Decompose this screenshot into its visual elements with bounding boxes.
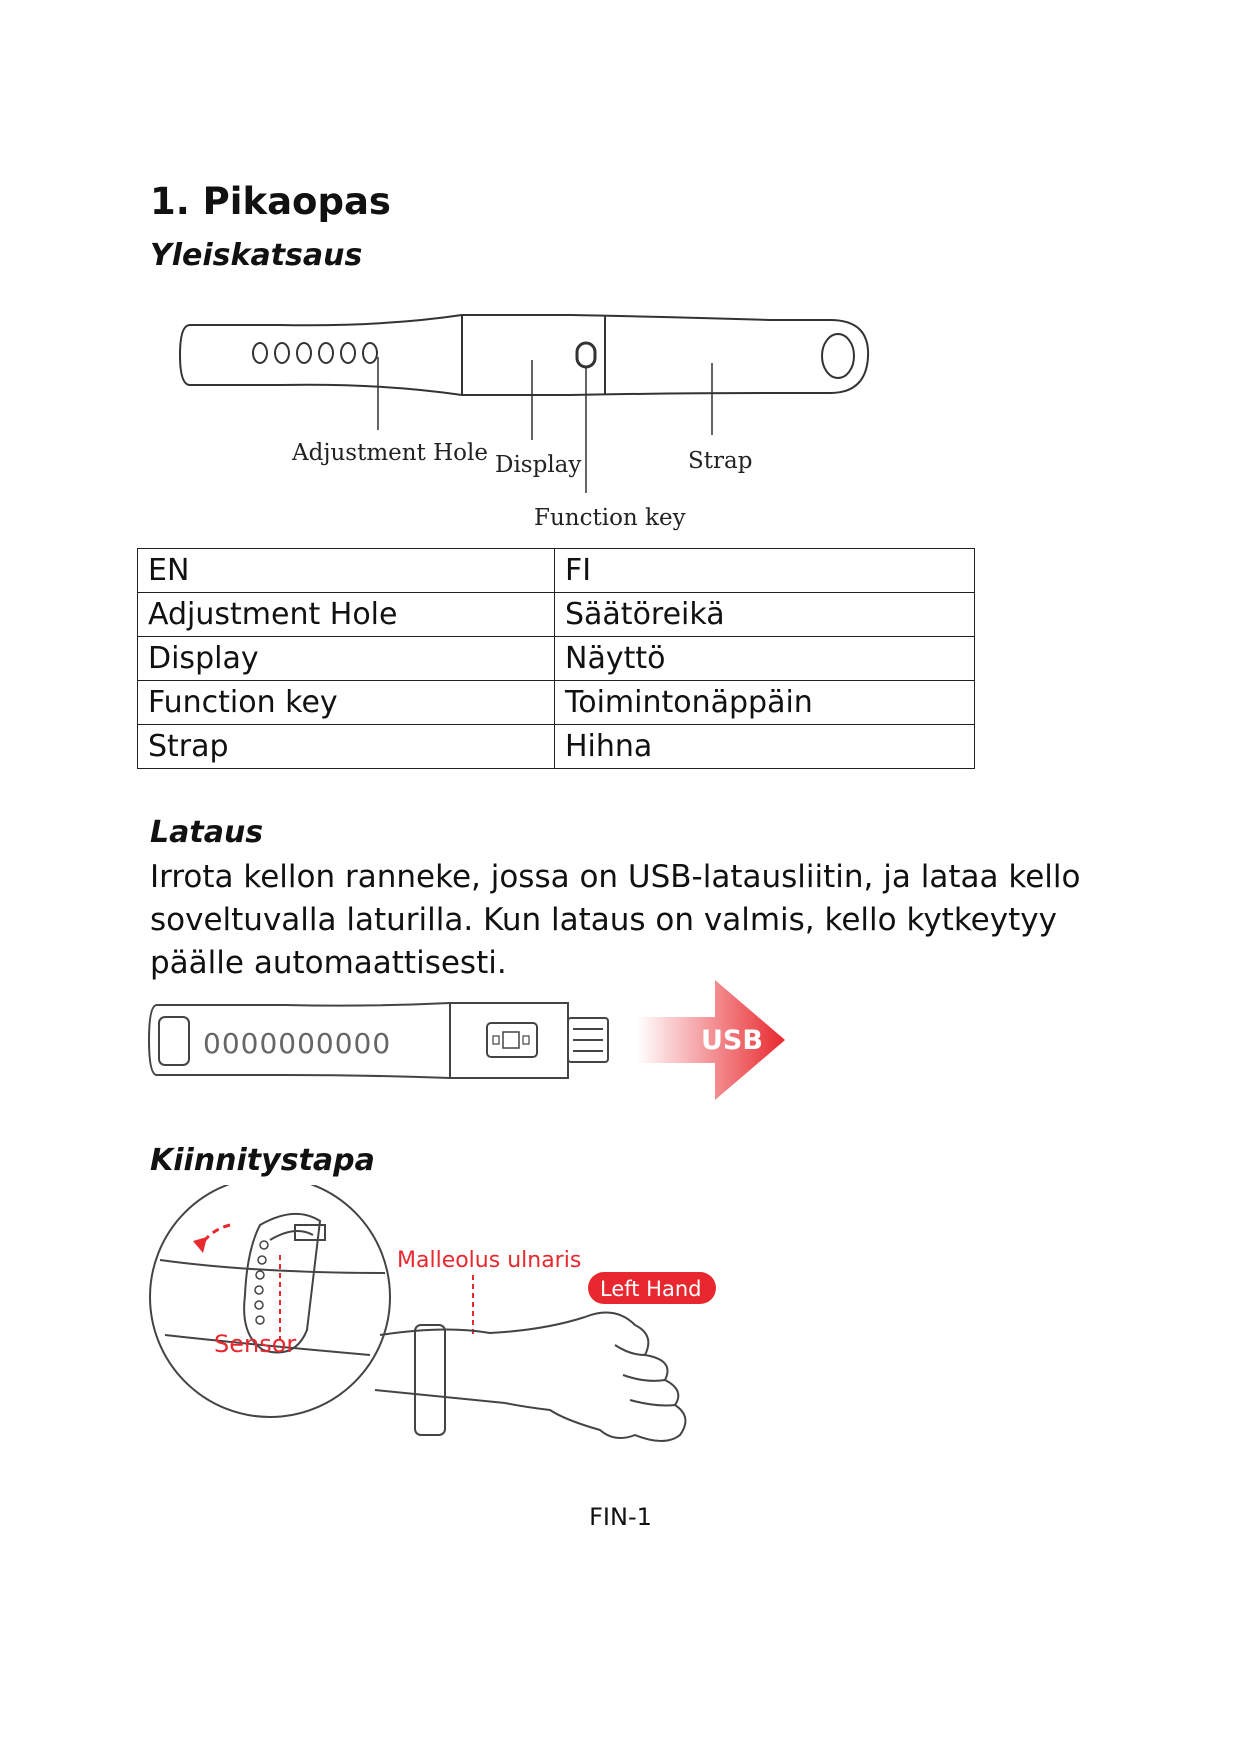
forearm-upper [380, 1317, 585, 1335]
table-cell-en: Function key [138, 681, 555, 725]
forearm-lower [375, 1390, 505, 1403]
terms-table [137, 548, 975, 769]
label-strap: Strap [688, 448, 753, 474]
table-cell-en: Display [138, 637, 555, 681]
band-overview-diagram [170, 305, 880, 535]
wearing-title: Kiinnitystapa [150, 1143, 375, 1178]
strap-buckle-hole [822, 334, 854, 378]
table-row [138, 637, 975, 681]
label-display: Display [495, 452, 582, 478]
charging-title: Lataus [150, 815, 264, 850]
wrist-outline-upper [160, 1260, 385, 1273]
page-title: 1. Pikaopas [150, 180, 391, 223]
table-row [138, 725, 975, 769]
wearing-diagram [145, 1185, 735, 1475]
wrist-band [415, 1325, 445, 1435]
sensor-label: Sensor [214, 1330, 297, 1358]
wrapped-band-inner [270, 1231, 313, 1240]
label-function-key: Function key [534, 505, 686, 531]
hand-fist [505, 1313, 685, 1442]
function-key-icon [577, 343, 595, 367]
table-header-row [138, 549, 975, 593]
table-cell-en: Strap [138, 725, 555, 769]
overview-subtitle: Yleiskatsaus [150, 238, 363, 273]
table-header-en: EN [138, 549, 555, 593]
label-adjustment-hole: Adjustment Hole [292, 440, 488, 466]
table-cell-fi: Näyttö [555, 637, 975, 681]
table-header-fi: FI [555, 549, 975, 593]
table-cell-fi: Hihna [555, 725, 975, 769]
table-cell-fi: Toimintonäppäin [555, 681, 975, 725]
band-outline [180, 315, 868, 395]
table-cell-fi: Säätöreikä [555, 593, 975, 637]
table-row [138, 681, 975, 725]
table-row [138, 593, 975, 637]
adjustment-holes [253, 343, 377, 363]
charging-band-buckle [159, 1017, 189, 1065]
malleolus-label: Malleolus ulnaris [397, 1248, 582, 1273]
table-cell-en: Adjustment Hole [138, 593, 555, 637]
usb-arrow-label: USB [701, 1025, 763, 1056]
usb-charging-diagram [145, 975, 805, 1105]
left-hand-label: Left Hand [600, 1277, 702, 1301]
band-holes [255, 1241, 268, 1324]
charging-strap-digits: 0000000000 [203, 1027, 392, 1060]
page-footer: FIN-1 [589, 1503, 652, 1531]
charging-text: Irrota kellon ranneke, jossa on USB-latausliitin, ja lataa kello soveltuvalla laturilla. Kun lataus on valmis, kello kytkeytyy päälle automaattisesti. [150, 859, 1081, 981]
